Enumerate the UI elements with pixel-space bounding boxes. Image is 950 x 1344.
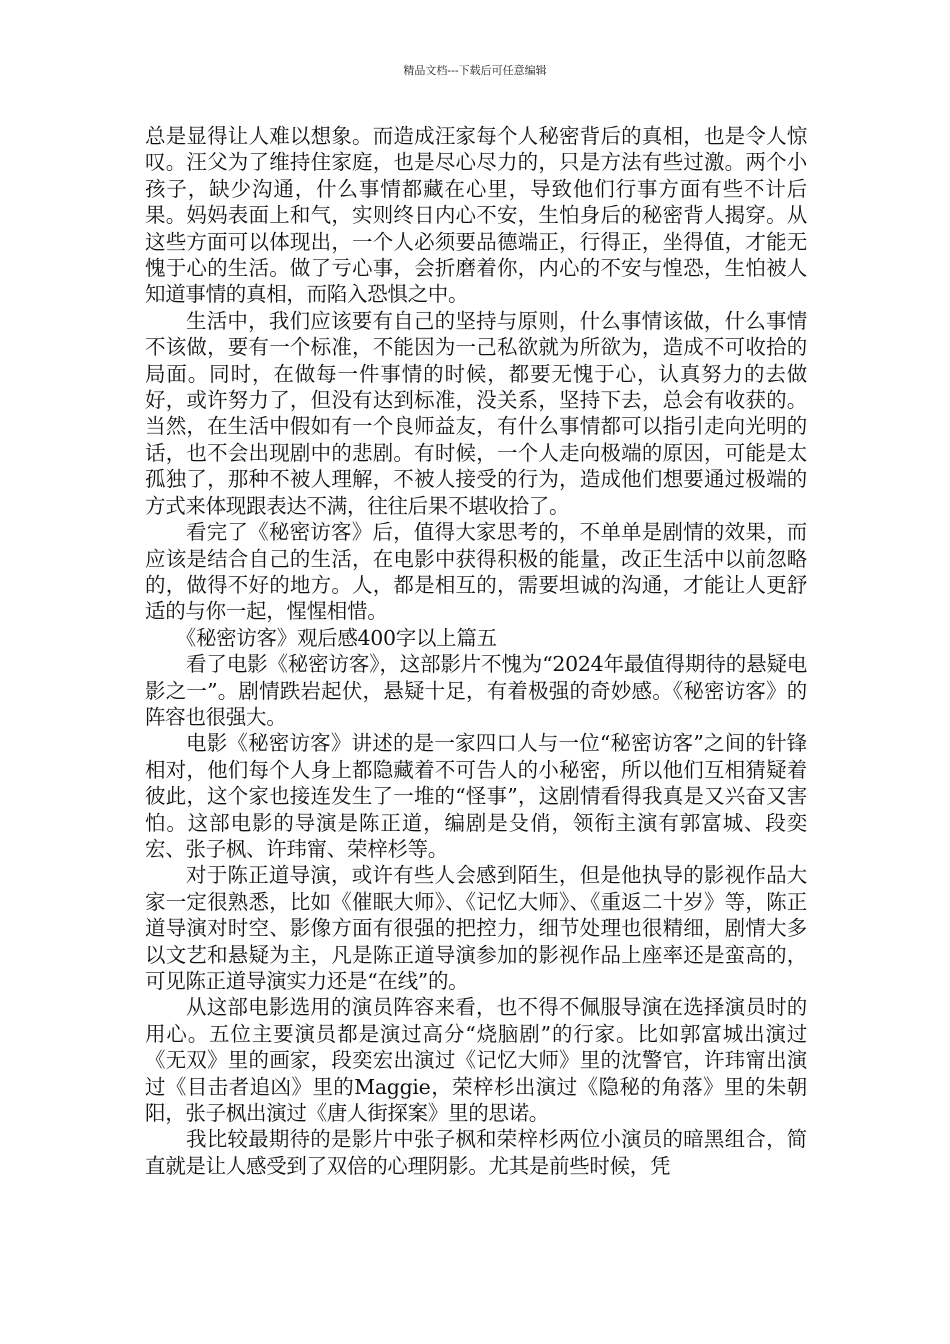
paragraph-7: 从这部电影选用的演员阵容来看，也不得不佩服导演在选择演员时的用心。五位主要演员都是演过高分“烧脑剧”的行家。比如郭富城出演过《无双》里的画家，段奕宏出演过《记忆大师》里的沈警官，许玮甯出演过《目击者追凶》里的Maggie，荣梓杉出演过《隐秘的角落》里的朱朝阳，张子枫出演过《唐人街探案》里的思诺。	[145, 995, 807, 1126]
page-header: 精品文档---下载后可任意编辑	[403, 64, 547, 77]
paragraph-6: 对于陈正道导演，或许有些人会感到陌生，但是他执导的影视作品大家一定很熟悉，比如《催眠大师》、《记忆大师》、《重返二十岁》等，陈正道导演对时空、影像方面有很强的把控力，细节处理也很精细，剧情大多以文艺和悬疑为主，凡是陈正道导演参加的影视作品上座率还是蛮高的，可见陈正道导演实力还是“在线”的。	[145, 863, 807, 993]
paragraph-5: 电影《秘密访客》讲述的是一家四口人与一位“秘密访客”之间的针锋相对，他们每个人身上都隐藏着不可告人的小秘密，所以他们互相猜疑着彼此，这个家也接连发生了一堆的“怪事”，这剧情看得我真是又兴奋又害怕。这部电影的导演是陈正道，编剧是殳俏，领衔主演有郭富城、段奕宏、张子枫、许玮甯、荣梓杉等。	[145, 731, 807, 861]
section-heading: 《秘密访客》观后感400字以上篇五	[175, 625, 497, 650]
document-body	[145, 123, 807, 1179]
paragraph-8: 我比较最期待的是影片中张子枫和荣梓杉两位小演员的暗黑组合，简直就是让人感受到了双倍的心理阴影。尤其是前些时候，凭	[145, 1127, 807, 1178]
paragraph-3: 看完了《秘密访客》后，值得大家思考的，不单单是剧情的效果，而应该是结合自己的生活，在电影中获得积极的能量，改正生活中以前忽略的，做得不好的地方。人，都是相互的，需要坦诚的沟通，才能让人更舒适的与你一起，惺惺相惜。	[145, 520, 807, 624]
paragraph-4: 看了电影《秘密访客》，这部影片不愧为“2024年最值得期待的悬疑电影之一”。剧情跌岩起伏，悬疑十足，有着极强的奇妙感。《秘密访客》的阵容也很强大。	[145, 652, 807, 729]
paragraph-1: 总是显得让人难以想象。而造成汪家每个人秘密背后的真相，也是令人惊叹。汪父为了维持住家庭，也是尽心尽力的，只是方法有些过激。两个小孩子，缺少沟通，什么事情都藏在心里，导致他们行事方面有些不计后果。妈妈表面上和气，实则终日内心不安，生怕身后的秘密背人揭穿。从这些方面可以体现出，一个人必须要品德端正，行得正，坐得值，才能无愧于心的生活。做了亏心事，会折磨着你，内心的不安与惶恐，生怕被人知道事情的真相，而陷入恐惧之中。	[145, 124, 807, 307]
paragraph-2: 生活中，我们应该要有自己的坚持与原则，什么事情该做，什么事情不该做，要有一个标准，不能因为一己私欲就为所欲为，造成不可收拾的局面。同时，在做每一件事情的时候，都要无愧于心，认真努力的去做好，或许努力了，但没有达到标准，没关系，坚持下去，总会有收获的。当然，在生活中假如有一个良师益友，有什么事情都可以指引走向光明的话，也不会出现剧中的悲剧。有时候，一个人走向极端的原因，可能是太孤独了，那种不被人理解，不被人接受的行为，造成他们想要通过极端的方式来体现跟表达不满，往往后果不堪收拾了。	[145, 308, 807, 518]
